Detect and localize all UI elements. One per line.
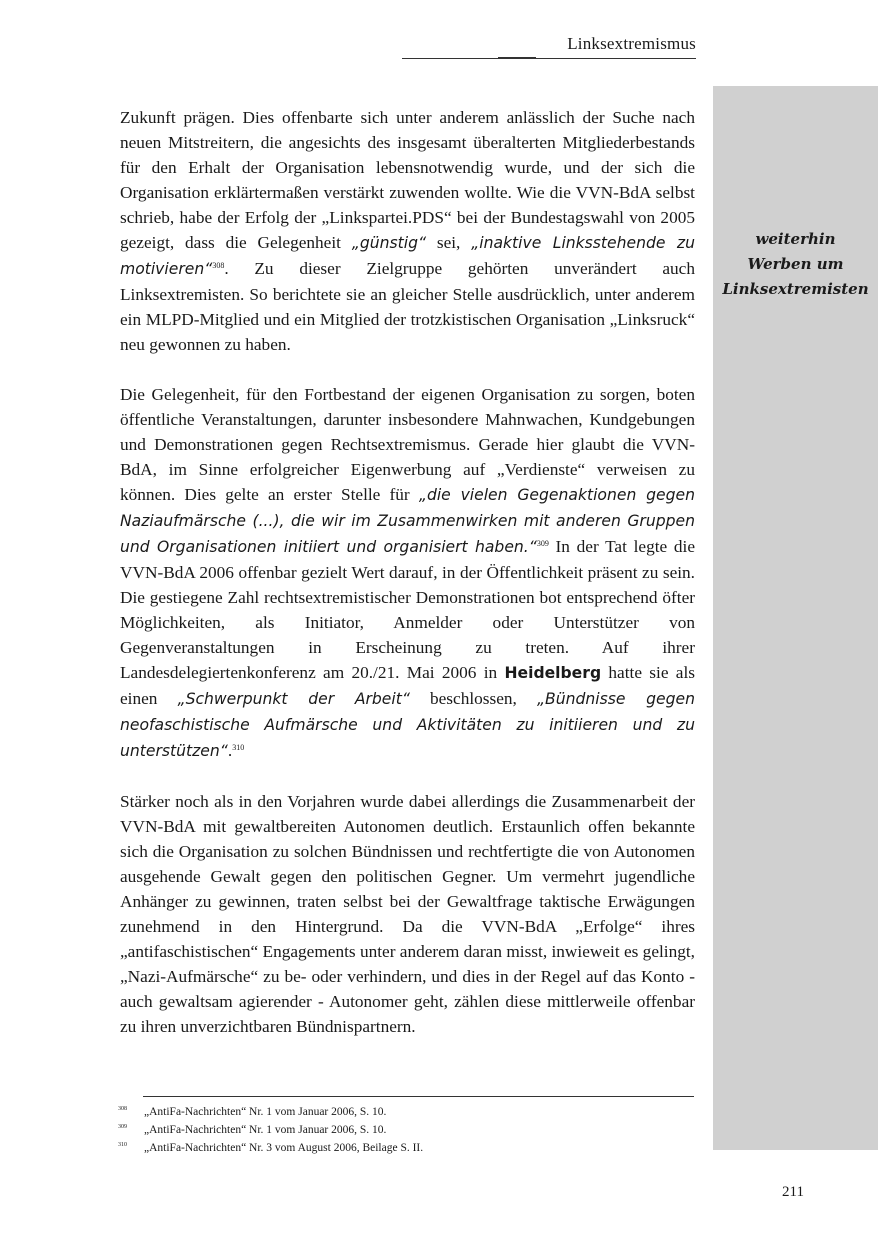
header-rule-accent — [498, 57, 536, 59]
quote: „die vielen Gegenaktionen gegen Naziaufmärsche (...), die wir im Zusammenwirken mit anderen Gruppen und Organisationen initiiert und organisiert haben.“ — [120, 486, 696, 556]
footnote — [118, 1103, 698, 1121]
footnote-rule — [143, 1096, 694, 1097]
margin-note — [713, 227, 878, 302]
header-rule — [402, 58, 696, 59]
margin-note-line: weiterhin — [755, 230, 836, 248]
quote: „inaktive Linksstehende zu motivieren“ — [120, 234, 695, 278]
quote: „Bündnisse gegen neofaschistische Aufmärsche und Aktivitäten zu initiieren und zu unterstützen“ — [120, 690, 696, 760]
paragraph-2: Die Gelegenheit, für den Fortbestand der eigenen Organisation zu sorgen, boten öffentliche Veranstaltungen, darunter insbesondere Mahnwachen, Kundgebungen und Demonstrationen gegen Rechtsextremismus. Gerade hier glaubt die VVN-BdA, im Sinne erfolgreicher Eigenwerbung auf „Verdienste“ verweisen zu können. Dies gelte an erster Stelle für „die vielen Gegenaktionen gegen Naziaufmärsche (...), die wir im Zusammenwirken mit anderen Gruppen und Organisationen initiiert und organisiert haben.“$^{309}$ In der Tat legte die VVN-BdA 2006 offenbar gezielt Wert darauf, in der Öffentlichkeit präsent zu sein. Die gestiegene Zahl rechtsextremistischer Demonstrationen bot entsprechend öfter Möglichkeiten, als Initiator, Anmelder oder Unterstützer von Gegenveranstaltungen in Erscheinung zu treten. Auf ihrer Landesdelegiertenkonferenz am 20./21. Mai 2006 in Heidelberg hatte sie als einen „Schwerpunkt der Arbeit“ beschlossen, „Bündnisse gegen neofaschistische Aufmärsche und Aktivitäten zu initiieren und zu unterstützen“.$^{310}$ — [120, 385, 696, 760]
running-title: Linksextremismus — [567, 34, 696, 53]
place-name: Heidelberg — [504, 664, 602, 682]
paragraph-1: Zukunft prägen. Dies offenbarte sich unter anderem anlässlich der Suche nach neuen Mitstreitern, die angesichts des insgesamt überalterten Mitgliederbestands für den Erhalt der Organisation lebensnotwendig wurde, und der sich die Organisation erklärtermaßen verstärkt zuwenden wollte. Wie die VVN-BdA selbst schrieb, habe der Erfolg der „Linkspartei.PDS“ bei der Bundestagswahl von 2005 gezeigt, dass die Gelegenheit „günstig“ sei, „inaktive Linksstehende zu motivieren“$^{308}$. Zu dieser Zielgruppe gehörten unverändert auch Linksextremisten. So berichtete sie an gleicher Stelle ausdrücklich, unter anderem ein MLPD-Mitglied und ein Mitglied der trotzkistischen Organisation „Linksruck“ neu gewonnen zu haben. — [120, 108, 695, 354]
margin-note-line: Werben um — [747, 255, 844, 273]
quote: „Schwerpunkt der Arbeit“ — [177, 690, 410, 708]
footnote-number: 310 — [118, 1142, 127, 1148]
footnote-text: „AntiFa-Nachrichten“ Nr. 1 vom Januar 2006, S. 10. — [144, 1124, 387, 1136]
quote: „günstig“ — [351, 234, 427, 252]
margin-sidebar — [713, 86, 878, 1150]
margin-note-line: Linksextremisten — [722, 280, 869, 298]
footnote-number: 308 — [118, 1106, 127, 1112]
footnote-ref[interactable]: 309 — [536, 539, 549, 548]
body-text — [120, 105, 695, 1064]
footnote — [118, 1121, 698, 1139]
footnote-text: „AntiFa-Nachrichten“ Nr. 1 vom Januar 2006, S. 10. — [144, 1106, 387, 1118]
paragraph-3: Stärker noch als in den Vorjahren wurde dabei allerdings die Zusammenarbeit der VVN-BdA mit gewaltbereiten Autonomen deutlich. Erstaunlich offen bekannte sich die Organisation zu solchen Bündnissen und rechtfertigte die von Autonomen ausgehende Gewalt gegen den politischen Gegner. Um vermehrt jugendliche Anhänger zu gewinnen, traten selbst bei der Gewaltfrage taktische Erwägungen zunehmend in den Hintergrund. Da die VVN-BdA „Erfolge“ ihres „antifaschistischen“ Engagements unter anderem daran misst, inwieweit es gelingt, „Nazi-Aufmärsche“ zu be- oder verhindern, und dies in der Regel auf das Konto - auch gewaltsam agierender - Autonomer geht, zählen diese mittlerweile offenbar zu ihren unverzichtbaren Bündnispartnern. — [120, 792, 695, 1036]
footnote-ref[interactable]: 310 — [232, 743, 245, 752]
running-head — [402, 34, 696, 60]
footnote-text: „AntiFa-Nachrichten“ Nr. 3 vom August 2006, Beilage S. II. — [144, 1142, 424, 1154]
footnotes — [118, 1103, 698, 1157]
footnote-ref[interactable]: 308 — [212, 261, 225, 270]
footnote-number: 309 — [118, 1124, 127, 1130]
footnote — [118, 1139, 698, 1157]
page-number: 211 — [782, 1184, 804, 1200]
